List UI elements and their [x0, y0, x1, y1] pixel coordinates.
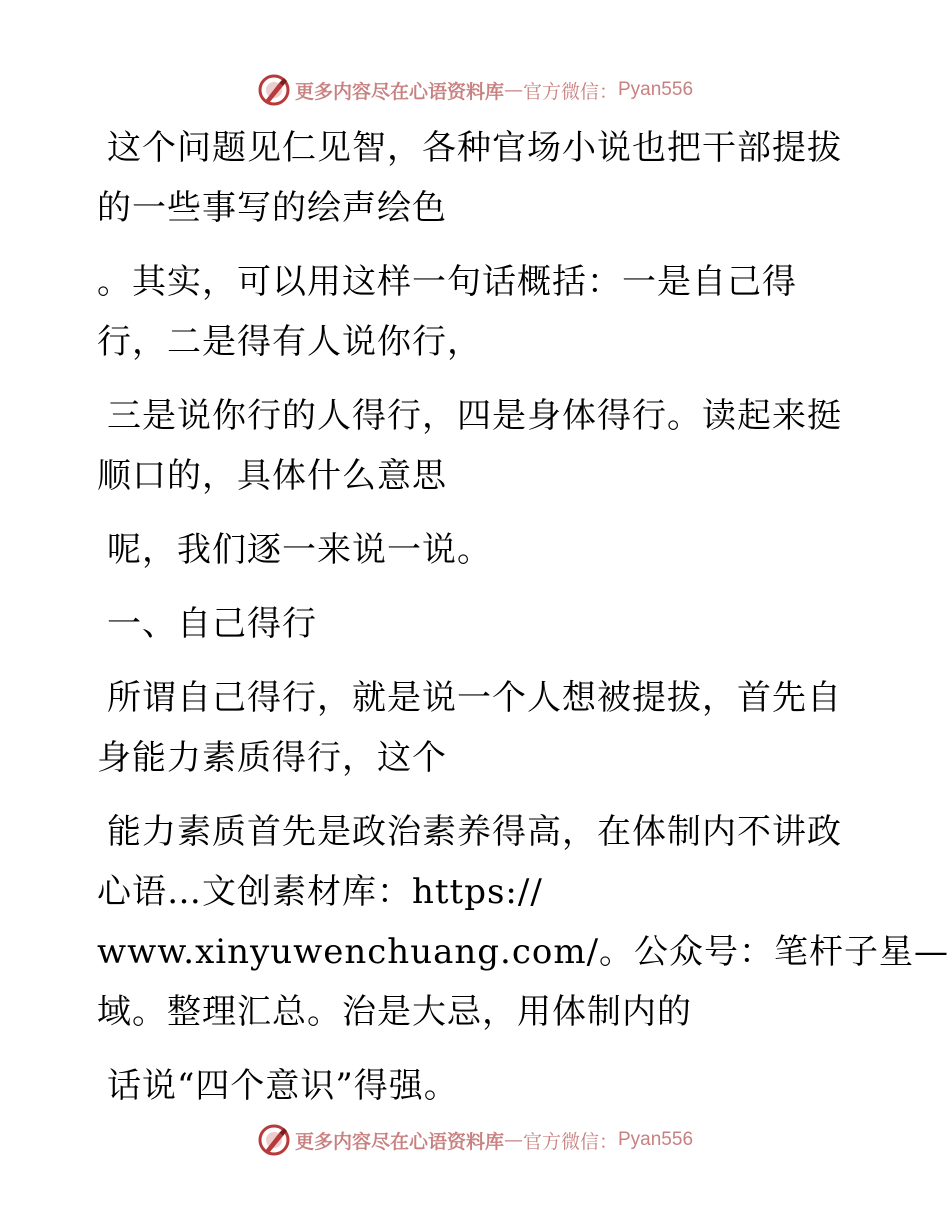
text-line: 的一些事写的绘声绘色 [97, 188, 447, 228]
text-line: 顺口的，具体什么意思 [97, 456, 447, 496]
text-line: 域。整理汇总。治是大忌，用体制内的 [97, 992, 692, 1032]
paragraph [97, 252, 837, 372]
text-line: 话说“四个意识”得强。 [107, 1066, 459, 1106]
text-line: 所谓自己得行，就是说一个人想被提拔，首先自 [107, 678, 842, 718]
paragraph [97, 802, 950, 1042]
pen-logo-icon [257, 1123, 291, 1157]
pen-logo-icon [257, 73, 291, 107]
footer-banner [0, 1120, 950, 1160]
text-line: 一、自己得行 [107, 604, 317, 644]
paragraph [97, 1056, 837, 1116]
text-line: 行，二是得有人说你行， [97, 322, 482, 362]
section-heading [97, 594, 837, 654]
banner-dash: — [503, 79, 523, 101]
document-body [97, 118, 950, 1116]
banner-title: 更多内容尽在心语资料库 [294, 80, 504, 103]
text-line: 身能力素质得行，这个 [97, 738, 447, 778]
banner-title: 更多内容尽在心语资料库 [294, 1130, 504, 1153]
banner-wechat-label: 官方微信： [522, 1130, 618, 1153]
text-line: www.xinyuwenchuang.com/。公众号：笔杆子星— [97, 932, 950, 972]
text-line: 。其实，可以用这样一句话概括：一是自己得 [97, 262, 797, 302]
text-line: 这个问题见仁见智，各种官场小说也把干部提拔 [107, 128, 842, 168]
banner-wechat-label: 官方微信： [522, 80, 618, 103]
banner-wechat-id: Pyan556 [618, 1129, 694, 1150]
text-line: 心语…文创素材库：https:// [97, 872, 543, 912]
banner-wechat-id: Pyan556 [618, 79, 694, 100]
text-line: 三是说你行的人得行，四是身体得行。读起来挺 [107, 396, 842, 436]
paragraph [97, 520, 837, 580]
banner-dash: — [503, 1129, 523, 1151]
paragraph [97, 668, 842, 788]
paragraph [97, 386, 842, 506]
text-line: 能力素质首先是政治素养得高，在体制内不讲政 [107, 812, 842, 852]
text-line: 呢，我们逐一来说一说。 [107, 530, 492, 570]
paragraph [97, 118, 842, 238]
header-banner [0, 70, 950, 110]
